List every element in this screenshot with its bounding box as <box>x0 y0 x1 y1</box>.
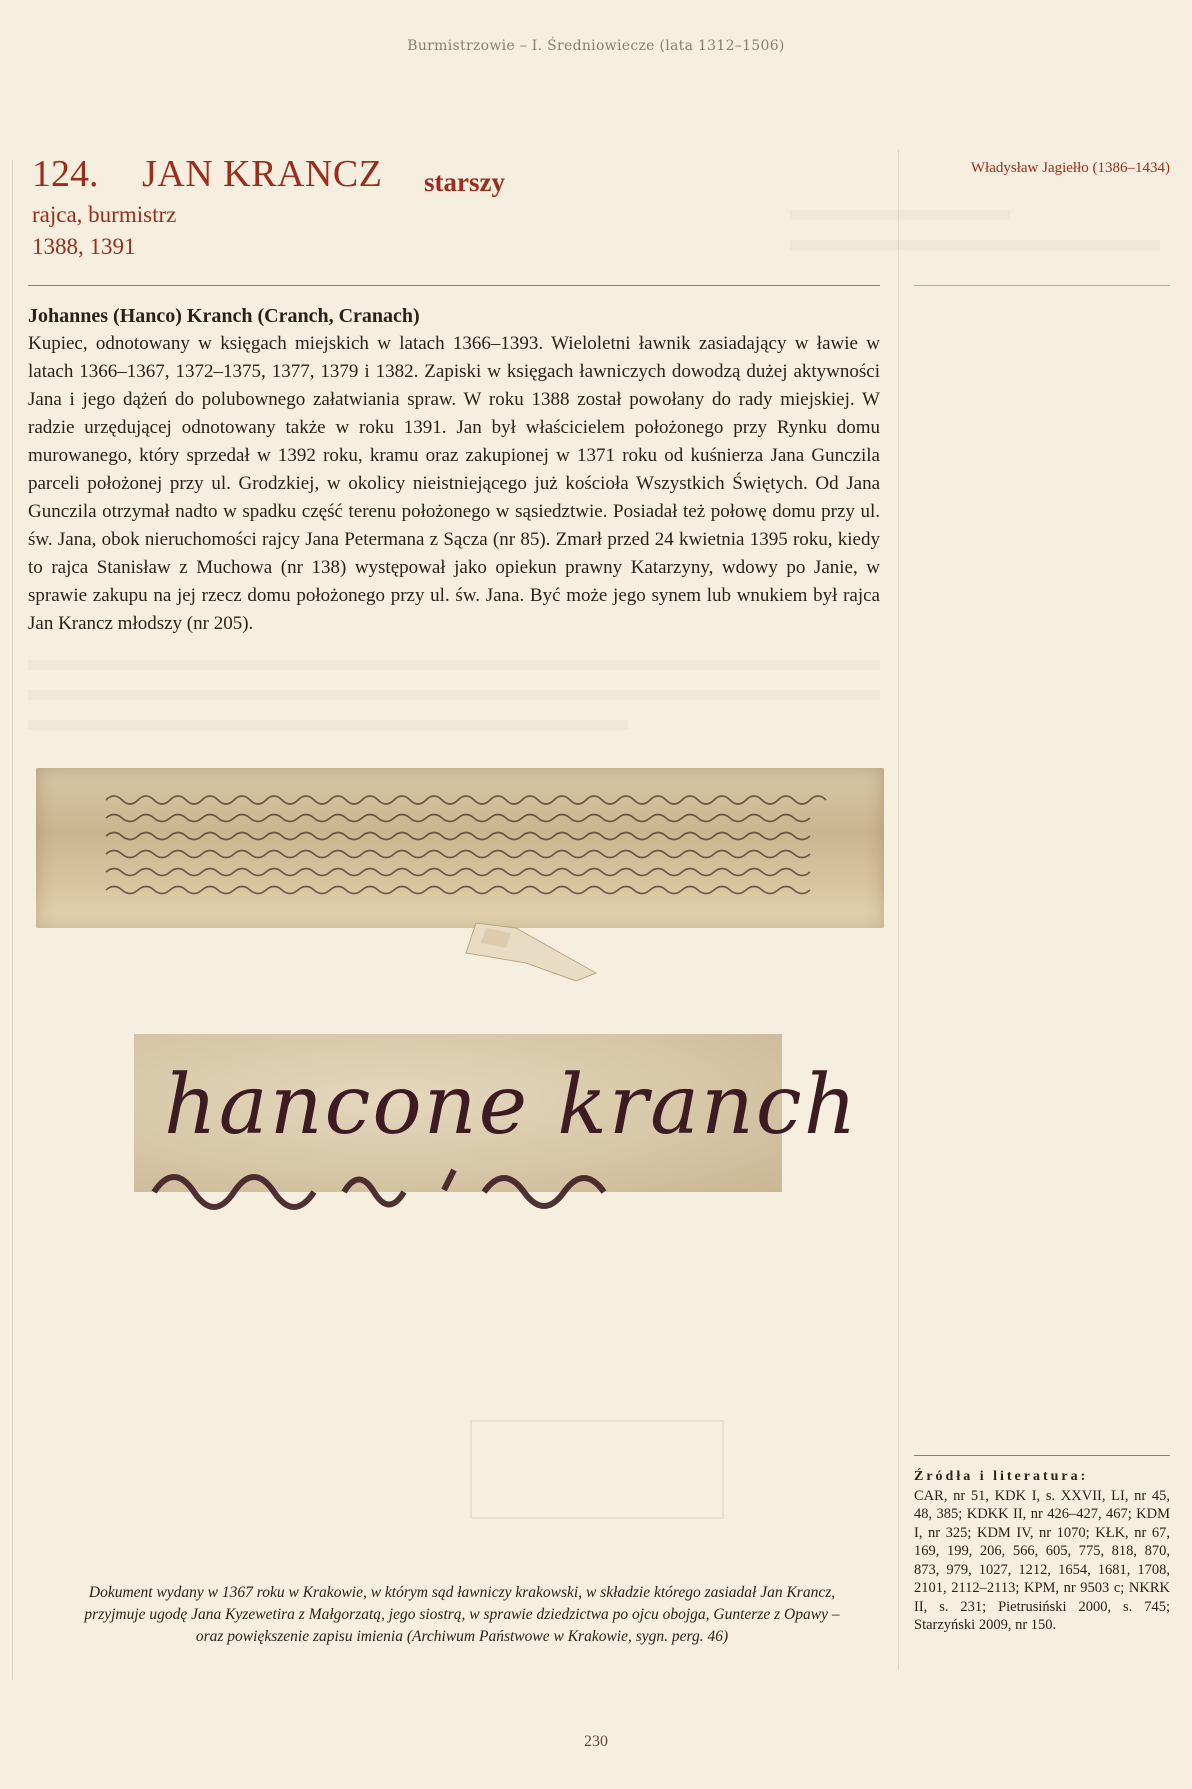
image-caption <box>32 1582 892 1648</box>
bleed-through-line <box>28 720 628 730</box>
sources-block <box>914 1468 1170 1635</box>
seal-tag-icon <box>456 923 606 983</box>
entry-years: 1388, 1391 <box>32 234 136 259</box>
bleed-through-line <box>790 210 1010 220</box>
biography-heading: Johannes (Hanco) Kranch (Cranch, Cranach) <box>28 305 420 327</box>
bleed-through-line <box>28 690 880 700</box>
manuscript-script-lines <box>106 790 846 920</box>
column-divider <box>898 150 899 1670</box>
bleed-through-line <box>28 660 880 670</box>
page-number: 230 <box>584 1733 608 1750</box>
sidebar-rule <box>914 285 1170 286</box>
sources-rule <box>914 1455 1170 1456</box>
signature-detail-image <box>134 1034 859 1192</box>
reign-label: Władysław Jagiełło (1386–1434) <box>970 160 1170 176</box>
entry-name: JAN KRANCZ <box>142 153 383 195</box>
running-head: Burmistrzowie – I. Średniowiecze (lata 1312–1506) <box>407 38 785 54</box>
entry-number: 124. <box>32 153 99 195</box>
biography <box>28 302 880 638</box>
detail-script-text: hancone kranch <box>164 1058 859 1153</box>
caption-line: przyjmuje ugodę Jana Kyzewetira z Małgorzatą, jego siostrą, w sprawie dziedzictwa po ojcu obojga, Gunterze z Opawy – <box>84 1606 840 1623</box>
bleed-through-line <box>790 240 1160 250</box>
left-margin-rule <box>12 160 13 1680</box>
sources-text: CAR, nr 51, KDK I, s. XXVII, LI, nr 45, 48, 385; KDKK II, nr 426–427, 467; KDM I, nr 325; KDM IV, nr 1070; KŁK, nr 67, 169, 199, 206, 566, 605, 775, 818, 870, 873, 979, 1027, 1212, 1654, 1681, 1708, 2101, 2112–2113; KPM, nr 9503 c; NKRK II, s. 231; Pietrusiński 2000, s. 745; Starzyński 2009, nr 150. <box>914 1487 1170 1633</box>
bleed-through-box <box>470 1420 724 1519</box>
entry-suffix: starszy <box>424 167 505 197</box>
sources-title: Źródła i literatura: <box>914 1469 1089 1484</box>
header-rule <box>28 285 880 286</box>
entry-roles: rajca, burmistrz <box>32 202 177 227</box>
biography-text: Kupiec, odnotowany w księgach miejskich w latach 1366–1393. Wieloletni ławnik zasiadający w ławie w latach 1366–1367, 1372–1375, 1377, 1379 i 1382. Zapiski w księgach ławniczych dowodzą dużej aktywności Jana i jego dążeń do polubownego załatwiania spraw. W roku 1388 został powołany do rady miejskiej. W radzie urzędującej odnotowany także w roku 1391. Jan był właścicielem położonego przy Rynku domu murowanego, który sprzedał w 1392 roku, kramu oraz zakupionej w 1371 roku od kuśnierza Jana Gunczila parceli położonej przy ul. Grodzkiej, w okolicy nieistniejącego już kościoła Wszystkich Świętych. Od Jana Gunczila otrzymał nadto w spadku część terenu położonego w sąsiedztwie. Posiadał też połowę domu przy ul. św. Jana, obok nieruchomości rajcy Jana Petermana z Sącza (nr 85). Zmarł przed 24 kwietnia 1395 roku, kiedy to rajca Stanisław z Muchowa (nr 138) występował jako opiekun prawny Katarzyny, wdowy po Janie, w sprawie zakupu na jej rzecz domu położonego przy ul. św. Jana. Być może jego synem lub wnukiem był rajca Jan Krancz młodszy (nr 205). <box>28 333 880 634</box>
entry-title <box>32 150 872 198</box>
parchment-document-image <box>36 768 884 928</box>
caption-line: oraz powiększenie zapisu imienia (Archiwum Państwowe w Krakowie, sygn. perg. 46) <box>195 1628 729 1645</box>
caption-line: Dokument wydany w 1367 roku w Krakowie, w którym sąd ławniczy krakowski, w składzie którego zasiadał Jan Krancz, <box>88 1584 836 1601</box>
entry-title-block <box>32 150 872 259</box>
detail-script-fragment <box>144 1152 784 1202</box>
